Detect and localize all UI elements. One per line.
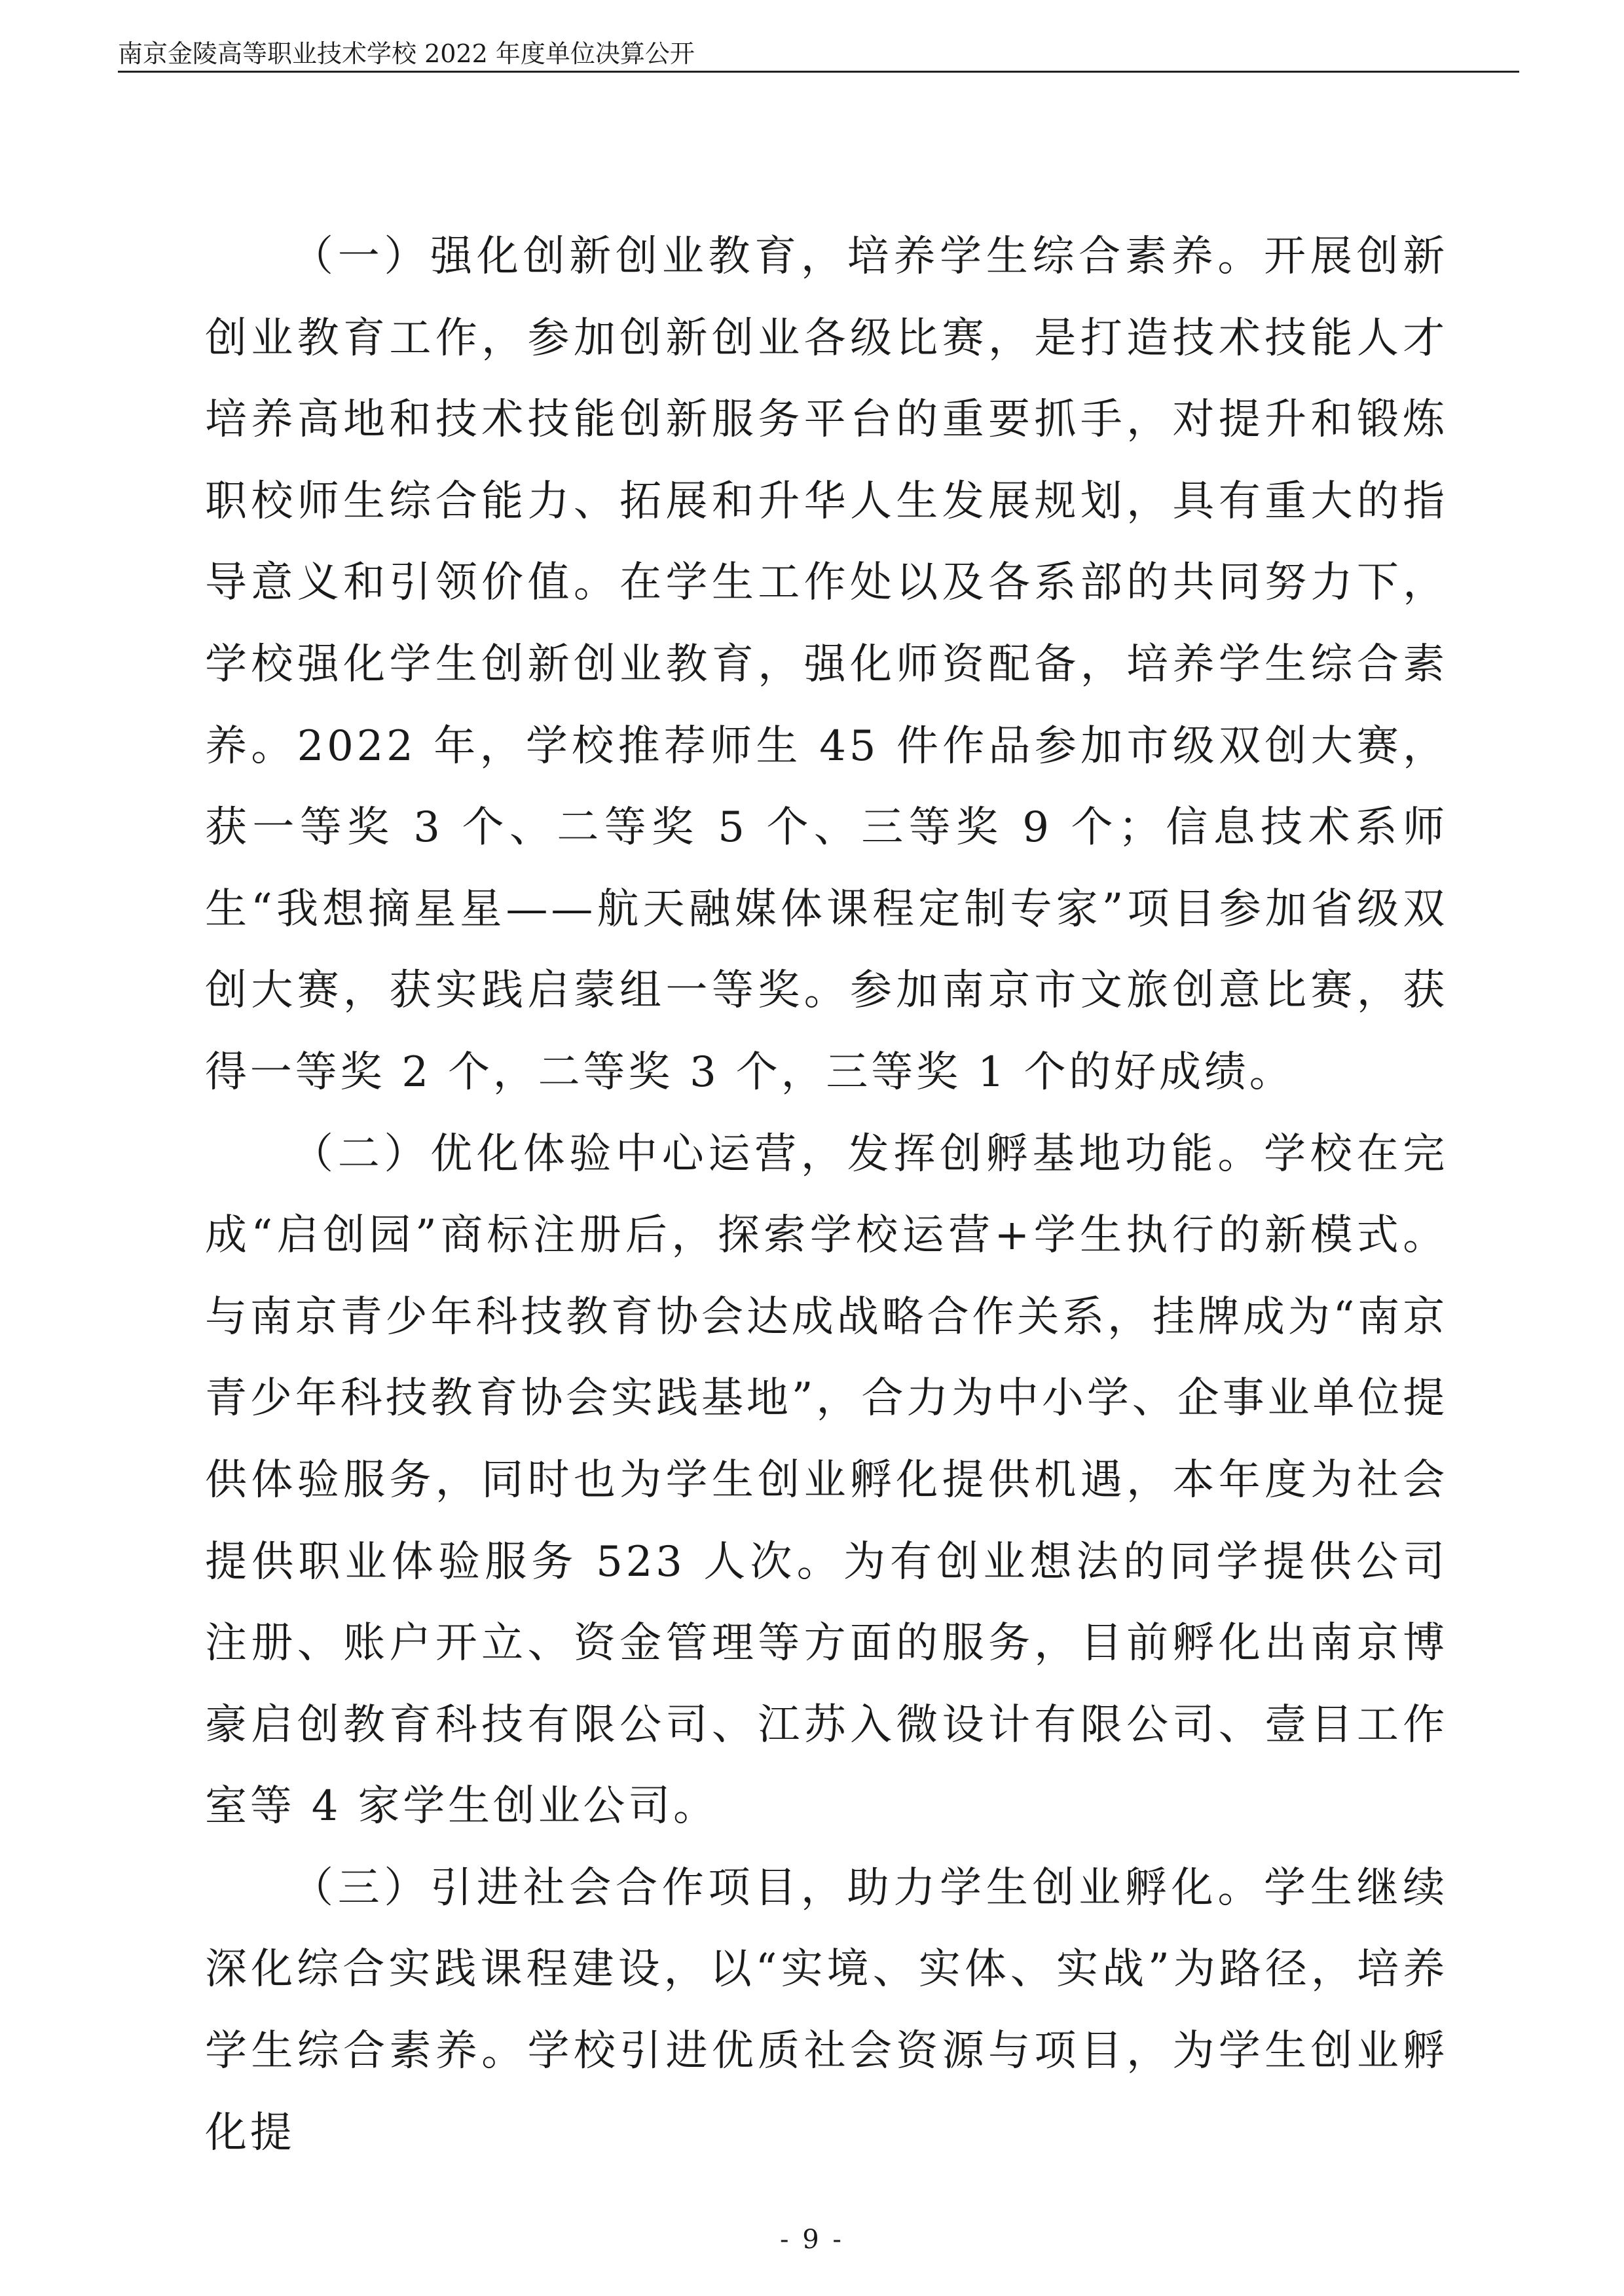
paragraph-innovation-education: （一）强化创新创业教育，培养学生综合素养。开展创新创业教育工作，参加创新创业各级比赛，是打造技术技能人才培养高地和技术技能创新服务平台的重要抓手，对提升和锻炼职校师生综合能力、拓展和升华人生发展规划，具有重大的指导意义和引领价值。在学生工作处以及各系部的共同努力下，学校强化学生创新创业教育，强化师资配备，培养学生综合素养。2022 年，学校推荐师生 45 件作品参加市级双创大赛，获一等奖 3 个、二等奖 5 个、三等奖 9 个；信息技术系师生“我想摘星星——航天融媒体课程定制专家”项目参加省级双创大赛，获实践启蒙组一等奖。参加南京市文旅创意比赛，获得一等奖 2 个，二等奖 3 个，三等奖 1 个的好成绩。 [205, 232, 1448, 1097]
page-number: - 9 - [780, 2225, 844, 2255]
header-title: 南京金陵高等职业技术学校 2022 年度单位决算公开 [118, 39, 695, 68]
header-divider [118, 71, 1519, 73]
page-header [118, 38, 1519, 69]
document-body [205, 216, 1448, 2174]
paragraph-experience-center: （二）优化体验中心运营，发挥创孵基地功能。学校在完成“启创园”商标注册后，探索学校运营+学生执行的新模式。与南京青少年科技教育协会达成战略合作关系，挂牌成为“南京青少年科技教育协会实践基地”，合力为中小学、企事业单位提供体验服务，同时也为学生创业孵化提供机遇，本年度为社会提供职业体验服务 523 人次。为有创业想法的同学提供公司注册、账户开立、资金管理等方面的服务，目前孵化出南京博豪启创教育科技有限公司、江苏入微设计有限公司、壹目工作室等 4 家学生创业公司。 [205, 1129, 1448, 1831]
paragraph-social-cooperation: （三）引进社会合作项目，助力学生创业孵化。学生继续深化综合实践课程建设，以“实境、实体、实战”为路径，培养学生综合素养。学校引进优质社会资源与项目，为学生创业孵化提 [205, 1863, 1448, 2157]
